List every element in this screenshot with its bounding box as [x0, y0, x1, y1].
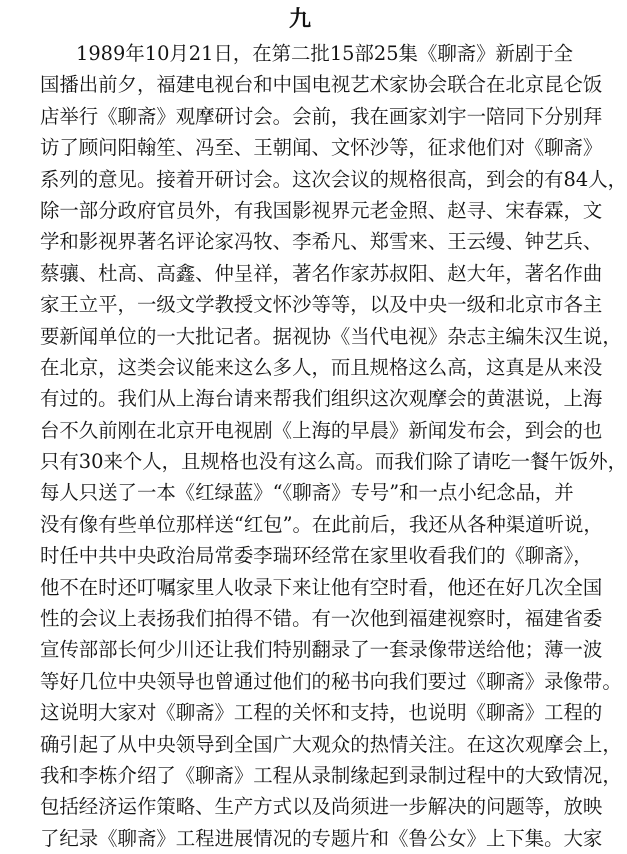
- text-line: 等好几位中央领导也曾通过他们的秘书向我们要过《聊斋》录像带。: [40, 669, 622, 693]
- text-line: 他不在时还叮嘱家里人收录下来让他有空时看，他还在好几次全国: [40, 575, 603, 599]
- text-line: 除一部分政府官员外，有我国影视界元老金照、赵寻、宋春霖，文: [40, 198, 603, 222]
- text-line: 宣传部部长何少川还让我们特别翻录了一套录像带送给他；薄一波: [40, 638, 603, 662]
- text-line: 时任中共中央政治局常委李瑞环经常在家里收看我们的《聊斋》，: [40, 544, 593, 568]
- text-line: 了纪录《聊斋》工程进展情况的专题片和《鲁公女》上下集。大家: [40, 826, 603, 850]
- text-line: 这说明大家对《聊斋》工程的关怀和支持，也说明《聊斋》工程的: [40, 701, 603, 725]
- body-paragraph: [40, 38, 627, 854]
- text-line: 每人只送了一本《红绿蓝》“《聊斋》专号”和一点小纪念品，并: [40, 481, 574, 505]
- text-line: 国播出前夕，福建电视台和中国电视艺术家协会联合在北京昆仑饭: [40, 73, 603, 97]
- text-line: 包括经济运作策略、生产方式以及尚须进一步解决的问题等，放映: [40, 795, 603, 819]
- text-line: 要新闻单位的一大批记者。据视协《当代电视》杂志主编朱汉生说，: [40, 324, 622, 348]
- text-line: 家王立平，一级文学教授文怀沙等等，以及中央一级和北京市各主: [40, 293, 603, 317]
- text-line: 确引起了从中央领导到全国广大观众的热情关注。在这次观摩会上，: [40, 732, 622, 756]
- text-line: 性的会议上表扬我们拍得不错。有一次他到福建视察时，福建省委: [40, 607, 603, 631]
- text-line: 访了顾问阳翰笙、冯至、王朝闻、文怀沙等，征求他们对《聊斋》: [40, 136, 603, 160]
- text-line: 有过的。我们从上海台请来帮我们组织这次观摩会的黄湛说，上海: [40, 387, 603, 411]
- text-line: 在北京，这类会议能来这么多人，而且规格这么高，这真是从来没: [40, 355, 603, 379]
- text-line: 1989年10月21日，在第二批15部25集《聊斋》新剧于全: [76, 42, 574, 65]
- text-line: 台不久前刚在北京开电视剧《上海的早晨》新闻发布会，到会的也: [40, 418, 603, 442]
- text-line: 没有像有些单位那样送“红包”。在此前后，我还从各种渠道听说，: [40, 512, 603, 536]
- text-line: 学和影视界著名评论家冯牧、李希凡、郑雪来、王云缦、钟艺兵、: [40, 230, 603, 254]
- section-number-heading: 九: [288, 6, 311, 32]
- text-line: 只有30来个人，且规格也没有这么高。而我们除了请吃一餐午饭外，: [40, 450, 627, 474]
- text-line: 系列的意见。接着开研讨会。这次会议的规格很高，到会的有84人，: [40, 167, 627, 191]
- text-line: 我和李栋介绍了《聊斋》工程从录制缘起到录制过程中的大致情况，: [40, 763, 622, 787]
- text-line: 蔡骧、杜高、高鑫、仲呈祥，著名作家苏叔阳、赵大年，著名作曲: [40, 261, 603, 285]
- text-line: 店举行《聊斋》观摩研讨会。会前，我在画家刘宇一陪同下分别拜: [40, 104, 603, 128]
